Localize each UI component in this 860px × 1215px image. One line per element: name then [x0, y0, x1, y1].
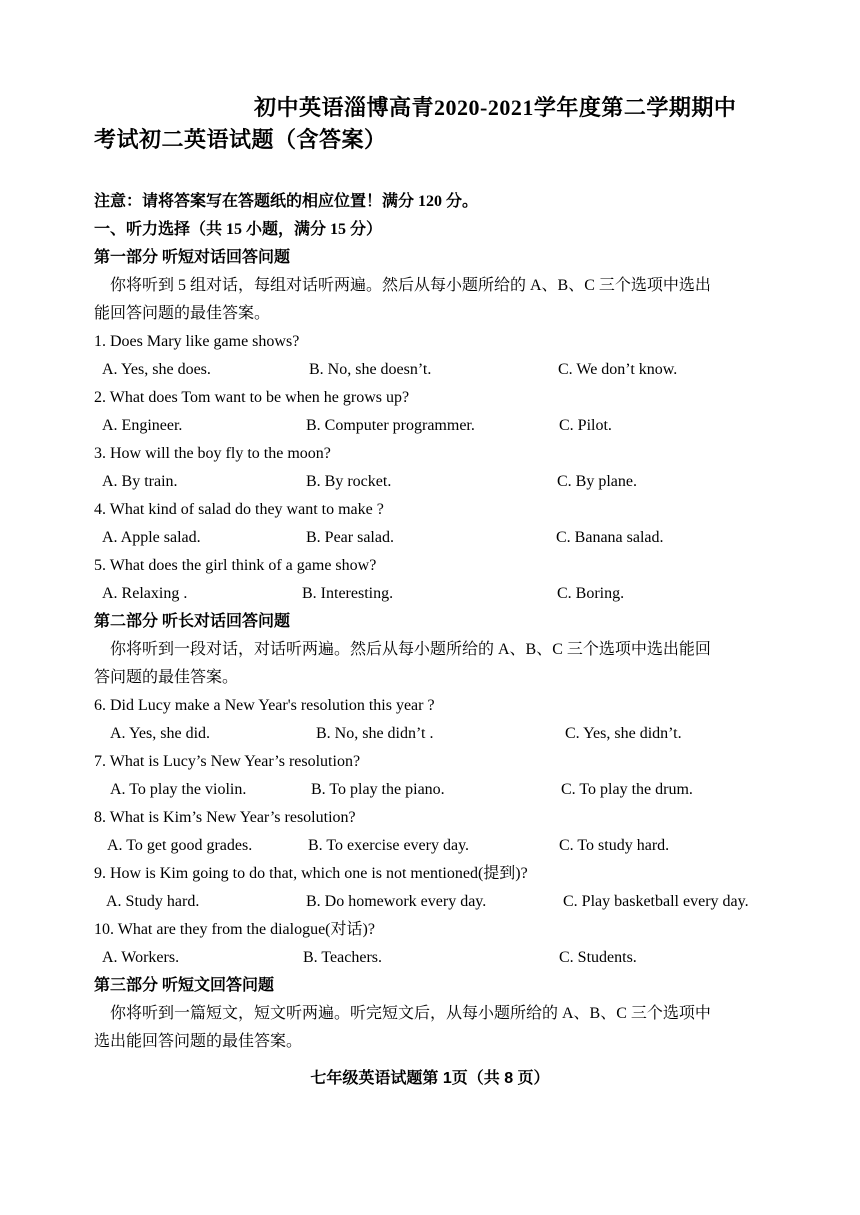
question-5: 5. What does the girl think of a game show?	[94, 557, 377, 574]
question-2-option-c: C. Pilot.	[559, 417, 612, 434]
question-9-option-a: A. Study hard.	[106, 893, 200, 910]
question-7: 7. What is Lucy’s New Year’s resolution?	[94, 753, 361, 770]
document-title	[94, 92, 774, 156]
part3-heading: 第三部分 听短文回答问题	[94, 977, 275, 994]
part1-instruction-line1: 你将听到 5 组对话，每组对话听两遍。然后从每小题所给的 A、B、C 三个选项中选出	[110, 277, 711, 294]
question-9-option-b: B. Do homework every day.	[306, 893, 487, 910]
part2-instruction-line1: 你将听到一段对话，对话听两遍。然后从每小题所给的 A、B、C 三个选项中选出能回	[110, 641, 711, 658]
question-10: 10. What are they from the dialogue(对话)?	[94, 921, 375, 938]
question-10-option-a: A. Workers.	[102, 949, 180, 966]
section-heading: 一、听力选择（共 15 小题，满分 15 分）	[94, 221, 383, 238]
part1-instruction-line2: 能回答问题的最佳答案。	[94, 305, 271, 322]
question-1-option-b: B. No, she doesn’t.	[309, 361, 432, 378]
question-9-option-c: C. Play basketball every day.	[563, 893, 749, 910]
question-4-option-c: C. Banana salad.	[556, 529, 664, 546]
question-1-option-c: C. We don’t know.	[558, 361, 678, 378]
question-8-option-a: A. To get good grades.	[107, 837, 253, 854]
question-2: 2. What does Tom want to be when he grows up?	[94, 389, 410, 406]
notice: 注意：请将答案写在答题纸的相应位置！满分 120 分。	[94, 193, 479, 210]
question-1-option-a: A. Yes, she does.	[102, 361, 211, 378]
question-7-option-c: C. To play the drum.	[561, 781, 693, 798]
page-footer: 七年级英语试题第 1页（共 8 页）	[310, 1070, 550, 1087]
question-4-option-b: B. Pear salad.	[306, 529, 394, 546]
part1-heading: 第一部分 听短对话回答问题	[94, 249, 291, 266]
question-1: 1. Does Mary like game shows?	[94, 333, 300, 350]
question-5-option-c: C. Boring.	[557, 585, 625, 602]
question-6-option-c: C. Yes, she didn’t.	[565, 725, 682, 742]
question-3-option-b: B. By rocket.	[306, 473, 392, 490]
question-7-option-a: A. To play the violin.	[110, 781, 247, 798]
question-3: 3. How will the boy fly to the moon?	[94, 445, 331, 462]
question-10-option-c: C. Students.	[559, 949, 637, 966]
question-6: 6. Did Lucy make a New Year's resolution this year ?	[94, 697, 435, 714]
title-line-1: 初中英语淄博高青2020-2021学年度第二学期期中	[254, 95, 737, 120]
part3-instruction-line1: 你将听到一篇短文，短文听两遍。听完短文后，从每小题所给的 A、B、C 三个选项中	[110, 1005, 711, 1022]
title-line-2: 考试初二英语试题（含答案）	[94, 127, 387, 152]
question-9: 9. How is Kim going to do that, which one is not mentioned(提到)?	[94, 865, 528, 882]
question-3-option-a: A. By train.	[102, 473, 178, 490]
question-8-option-b: B. To exercise every day.	[308, 837, 470, 854]
part2-heading: 第二部分 听长对话回答问题	[94, 613, 291, 630]
question-3-option-c: C. By plane.	[557, 473, 637, 490]
question-7-option-b: B. To play the piano.	[311, 781, 445, 798]
question-4-option-a: A. Apple salad.	[102, 529, 201, 546]
question-5-option-b: B. Interesting.	[302, 585, 394, 602]
question-4: 4. What kind of salad do they want to make ?	[94, 501, 384, 518]
question-8-option-c: C. To study hard.	[559, 837, 670, 854]
question-6-option-b: B. No, she didn’t .	[316, 725, 434, 742]
question-2-option-a: A. Engineer.	[102, 417, 183, 434]
question-8: 8. What is Kim’s New Year’s resolution?	[94, 809, 356, 826]
question-5-option-a: A. Relaxing .	[102, 585, 188, 602]
part2-instruction-line2: 答问题的最佳答案。	[94, 669, 239, 686]
question-10-option-b: B. Teachers.	[303, 949, 382, 966]
question-2-option-b: B. Computer programmer.	[306, 417, 475, 434]
part3-instruction-line2: 选出能回答问题的最佳答案。	[94, 1033, 303, 1050]
question-6-option-a: A. Yes, she did.	[110, 725, 211, 742]
